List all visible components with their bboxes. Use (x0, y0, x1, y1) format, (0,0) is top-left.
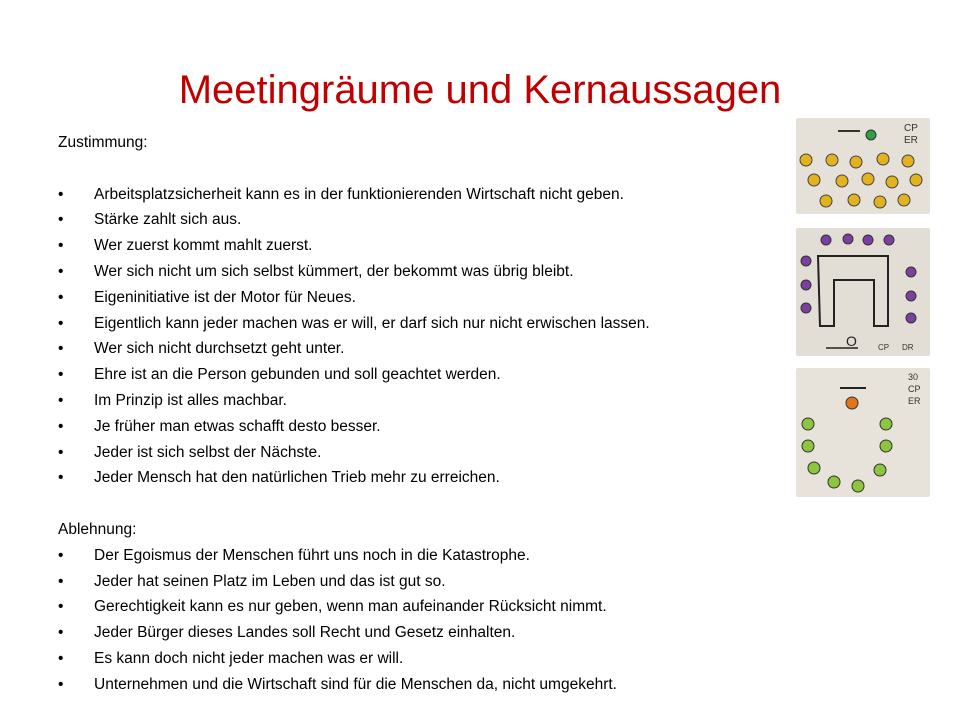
participant-dot (906, 291, 916, 301)
participant-dot (877, 153, 889, 165)
participant-dot (902, 155, 914, 167)
list-item: • Ehre ist an die Person gebunden und soll geachtet werden. (58, 362, 798, 388)
participant-dot (880, 440, 892, 452)
list-item: • Wer sich nicht durchsetzt geht unter. (58, 336, 798, 362)
content-area (58, 130, 798, 698)
participant-dot (801, 256, 811, 266)
u-table (818, 256, 888, 326)
participant-dot (820, 195, 832, 207)
presenter-dot (866, 130, 876, 140)
participant-dots (802, 418, 892, 492)
list-item: • Eigeninitiative ist der Motor für Neues. (58, 285, 798, 311)
slide-title: Meetingräume und Kernaussagen (178, 68, 782, 112)
list-item: • Der Egoismus der Menschen führt uns noch in die Katastrophe. (58, 543, 798, 569)
photo-label-line: CP (878, 343, 890, 352)
seating-sketch-u-table (796, 228, 930, 356)
participant-dots (800, 153, 922, 208)
list-item: • Wer zuerst kommt mahlt zuerst. (58, 233, 798, 259)
photo-label-line: 30 (908, 372, 919, 382)
participant-dot (800, 154, 812, 166)
participant-dot (808, 462, 820, 474)
list-item: • Jeder ist sich selbst der Nächste. (58, 440, 798, 466)
seating-photo-rows (796, 118, 930, 214)
seating-sketch-circle (796, 368, 930, 497)
participant-dot (802, 418, 814, 430)
list-item: • Stärke zahlt sich aus. (58, 207, 798, 233)
participant-dot (884, 235, 894, 245)
participant-dot (880, 418, 892, 430)
participant-dot (852, 480, 864, 492)
participant-dot (906, 313, 916, 323)
spacer (58, 156, 798, 182)
ablehnung-heading: Ablehnung: (58, 520, 137, 538)
participant-dot (802, 440, 814, 452)
participant-dot (863, 235, 873, 245)
list-item: • Eigentlich kann jeder machen was er will, er darf sich nur nicht erwischen lassen. (58, 311, 798, 337)
participant-dot (850, 156, 862, 168)
participant-dot (808, 174, 820, 186)
participant-dot (910, 174, 922, 186)
participant-dot (862, 173, 874, 185)
spacer (58, 491, 798, 517)
participant-dot (843, 234, 853, 244)
participant-dot (828, 476, 840, 488)
participant-dot (821, 235, 831, 245)
photo-label-line: ER (908, 396, 921, 406)
photo-label-line: ER (904, 135, 918, 146)
participant-dot (886, 176, 898, 188)
list-item: • Unternehmen und die Wirtschaft sind für die Menschen da, nicht umgekehrt. (58, 672, 798, 698)
presenter-dot (846, 397, 858, 409)
participant-dot (874, 464, 886, 476)
list-item: • Jeder hat seinen Platz im Leben und das ist gut so. (58, 569, 798, 595)
participant-dot (826, 154, 838, 166)
participant-dot (801, 280, 811, 290)
zustimmung-list (58, 182, 798, 492)
participant-dot (848, 194, 860, 206)
photo-label-line: CP (908, 384, 921, 394)
seating-photo-circle (796, 368, 930, 497)
seating-sketch-rows (796, 118, 930, 214)
ablehnung-list (58, 543, 798, 698)
list-item: • Es kann doch nicht jeder machen was er will. (58, 646, 798, 672)
list-item: • Im Prinzip ist alles machbar. (58, 388, 798, 414)
photo-label-line: CP (904, 123, 918, 134)
participant-dot (801, 303, 811, 313)
participant-dot (874, 196, 886, 208)
seating-photo-u-table (796, 228, 930, 356)
list-item: • Gerechtigkeit kann es nur geben, wenn man aufeinander Rücksicht nimmt. (58, 594, 798, 620)
presenter-mark: O (846, 333, 857, 349)
photo-label-line: DR (902, 343, 914, 352)
list-item: • Arbeitsplatzsicherheit kann es in der funktionierenden Wirtschaft nicht geben. (58, 182, 798, 208)
participant-dot (836, 175, 848, 187)
list-item: • Jeder Bürger dieses Landes soll Recht und Gesetz einhalten. (58, 620, 798, 646)
list-item: • Wer sich nicht um sich selbst kümmert, der bekommt was übrig bleibt. (58, 259, 798, 285)
list-item: • Jeder Mensch hat den natürlichen Trieb mehr zu erreichen. (58, 465, 798, 491)
zustimmung-heading: Zustimmung: (58, 134, 148, 151)
participant-dot (906, 267, 916, 277)
participant-dot (898, 194, 910, 206)
list-item: • Je früher man etwas schafft desto besser. (58, 414, 798, 440)
